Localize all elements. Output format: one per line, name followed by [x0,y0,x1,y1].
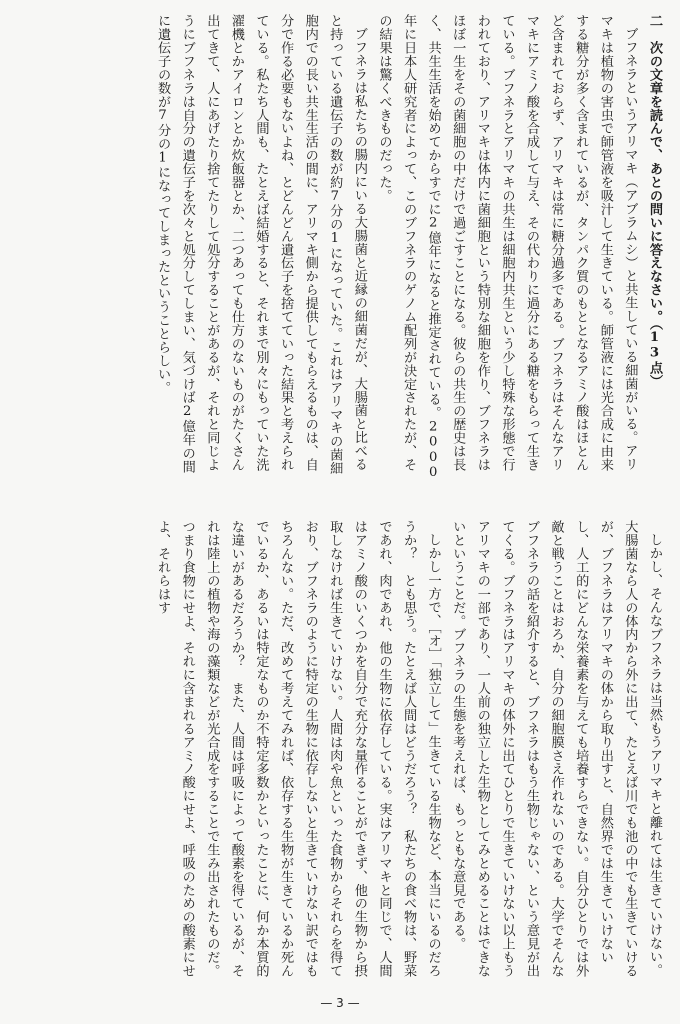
question-heading [641,14,666,482]
upper-text-block [14,14,666,482]
question-number: 二 [647,14,662,28]
paragraph-1: ブフネラというアリマキ（アブラムシ）と共生している細菌がいる。アリマキは植物の害虫で師管液を吸汁して生きている。師管液には光合成に由来する糖分が多く含まれているが、タンパク質のもととなるアミノ酸はほとんど含まれておらず、アリマキは常に糖分過多である。ブフネラはそんなアリマキにアミノ酸を合成して与え、その代わりに過分にある糖をもらって生きている。ブフネラとアリマキの共生は細胞内共生という少し特殊な形態で行われており、アリマキは体内に菌細胞という特別な細胞を作り、ブフネラはほぼ一生をその菌細胞の中だけで過ごすことになる。彼らの共生の歴史は長く、共生生活を始めてからすでに2億年になると推定されている。2000年に日本人研究者によって、このブフネラのゲノム配列が決定されたが、その結果は驚くべきものだった。 [376,14,638,481]
paragraph-2: ブフネラは私たちの腸内にいる大腸菌と近縁の細菌だが、大腸菌と比べると持っている遺伝子の数が約7分の1になっていた。これはアリマキの菌細胞内での長い共生生活の間に、アリマキ側から提供してもらえるものは、自分で作る必要もないよね、とどんどん遺伝子を捨てていった結果と考えられている。私たち人間も、たとえば結婚すると、それまで別々にもっていた洗濯機とかアイロンとか炊飯器とか、二つあっても仕方のないものがたくさん出てきて、人にあげたり捨てたりして処分することがあるが、それと同じようにブフネラは自分の遺伝子を次々と処分してしまい、気づけば2億年の間に遺伝子の数が7分の1になってしまったということらしい。 [155,14,367,475]
lower-vertical-text [14,520,666,990]
page-number: — 3 — [320,996,360,1010]
paragraph-3: しかし、そんなブフネラは当然もうアリマキと離れては生きていけない。大腸菌なら人の体内から外に出て、たとえば川でも池の中でも生きていけるが、ブフネラはアリマキの体から取り出すと、自然界では生きていけないし、人工的にどんな栄養素を与えても培養すらできない。自分ひとりでは外敵と戦うことはおろか、自分の細胞膜さえ作れないのである。大学でそんなブフネラの話を紹介すると、ブフネラはもう生物じゃない、という意見が出てくる。ブフネラはアリマキの体外に出てひとりで生きていけない以上もうアリマキの一部であり、一人前の独立した生物としてみとめることはできないということだ。ブフネラの生態を考えれば、もっともな意見である。 [450,520,662,978]
question-instruction: 次の文章を読んで、あとの問いに答えなさい。 [647,40,662,324]
question-points: （13点） [647,323,662,388]
upper-vertical-text [14,14,666,482]
lower-text-block [14,520,666,990]
paragraph-4: しかし一方で、［オ］「独立して」生きている生物など、本当にいるのだろうか？ とも思う。たとえば人間はどうだろう？ 私たちの食べ物は、野菜であれ、肉であれ、他の生物に依存している。実はアリマキと同じで、人間はアミノ酸のいくつかを自分で充分な量作ることができず、他の生物から摂取しなければ生きていけない。人間は肉や魚といった食物からそれらを得ており、ブフネラのように特定の生物に依存しないと生きていけない訳ではもちろんない。ただ、改めて考えてみれば、依存する生物が生きているか死んでいるか、あるいは特定なものか不特定多数かといったことに、何か本質的な違いがあるだろうか？ また、人間は呼吸によって酸素を得ているが、それは陸上の植物や海の藻類などが光合成をすることで生み出されたものだ。つまり食物にせよ、それに含まれるアミノ酸にせよ、呼吸のための酸素にせよ、それらはす [155,520,441,978]
